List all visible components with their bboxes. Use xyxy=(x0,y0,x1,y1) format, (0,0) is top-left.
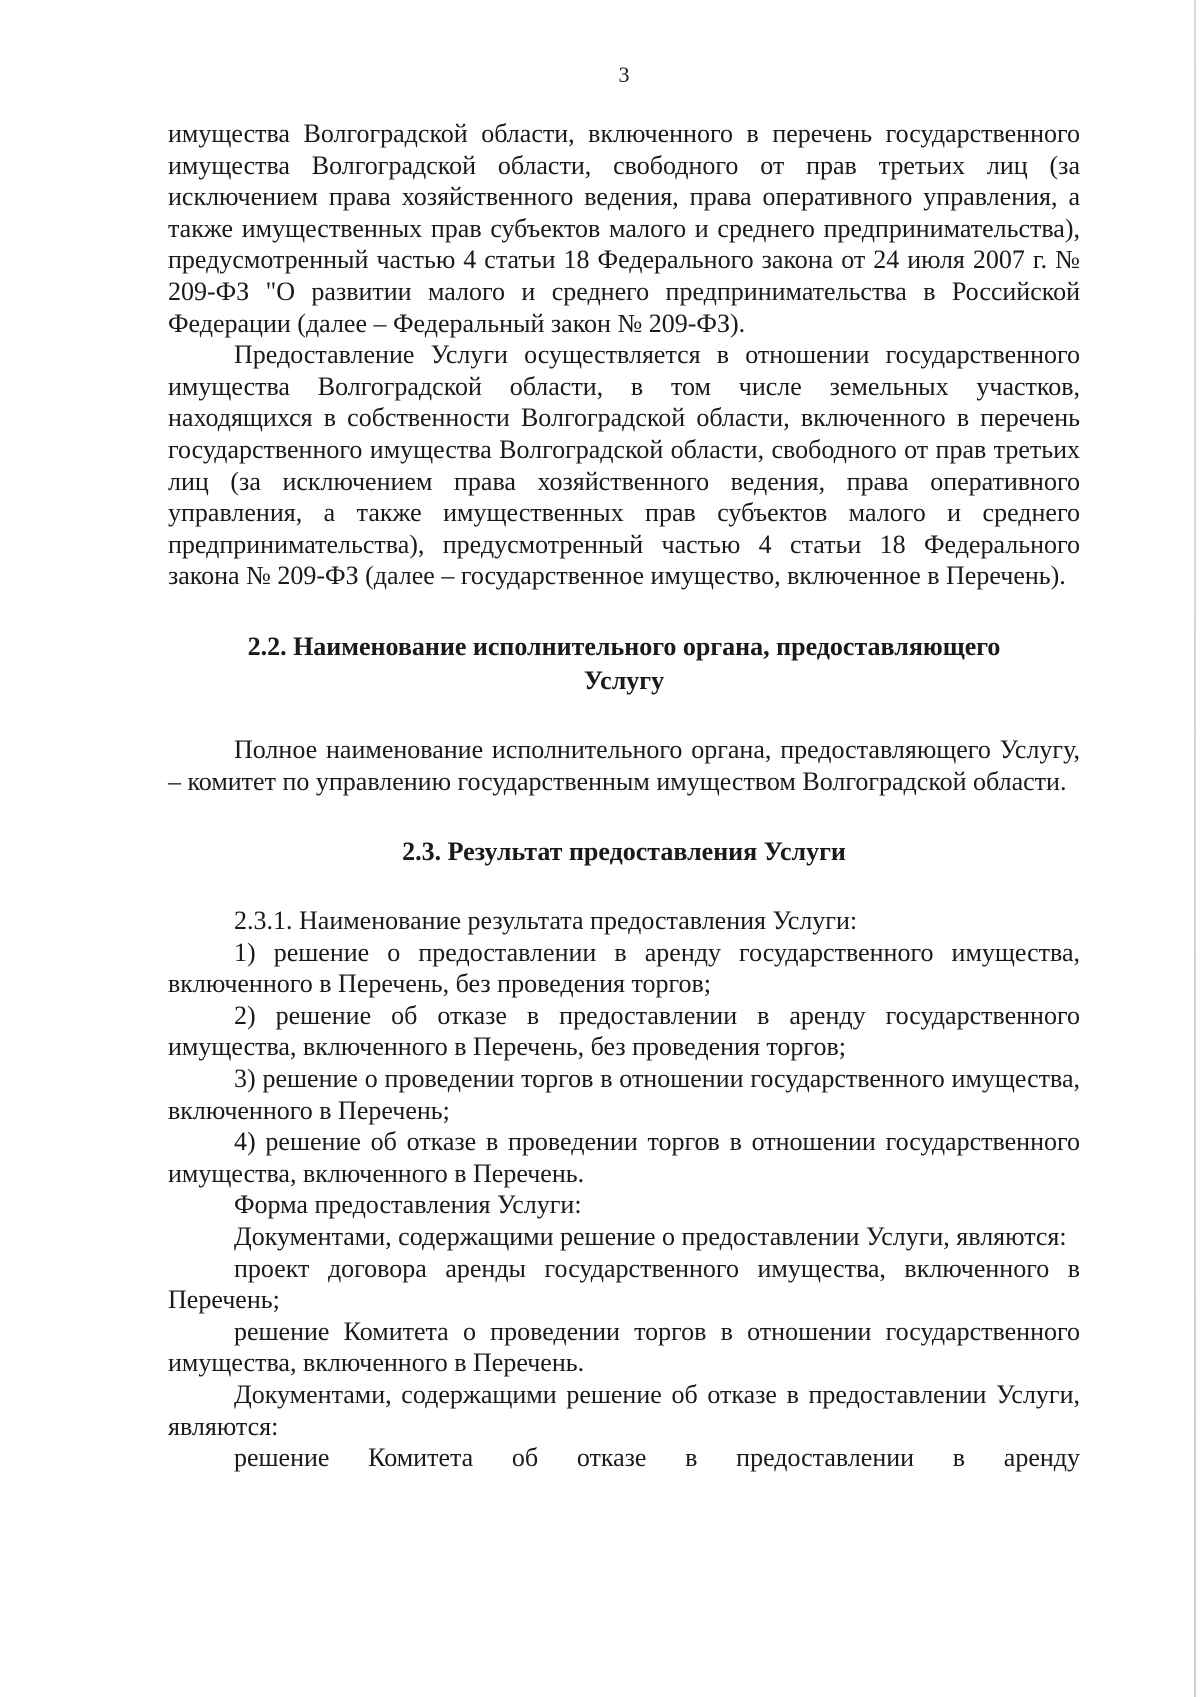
section-2-3-paragraph: 1) решение о предоставлении в аренду государственного имущества, включенного в Перечень, без проведения торгов; xyxy=(168,937,1080,999)
section-2-3-paragraph: решение Комитета об отказе в предоставлении в аренду xyxy=(234,1443,1080,1473)
document-body xyxy=(168,118,1080,1474)
section-2-3-paragraph: проект договора аренды государственного имущества, включенного в Перечень; xyxy=(168,1253,1080,1315)
section-2-3-paragraph: 4) решение об отказе в проведении торгов в отношении государственного имущества, включенного в Перечень. xyxy=(168,1127,1080,1188)
section-2-3-paragraph: Форма предоставления Услуги: xyxy=(234,1190,582,1220)
section-2-2 xyxy=(168,630,1080,797)
section-2-3-paragraph: Документами, содержащими решение об отказе в предоставлении Услуги, являются: xyxy=(168,1380,1080,1441)
section-2-2-text: Полное наименование исполнительного органа, предоставляющего Услугу, – комитет по управлению государственным имуществом Волгоградской области. xyxy=(168,734,1080,796)
section-2-3-paragraph: 3) решение о проведении торгов в отношении государственного имущества, включенного в Перечень; xyxy=(168,1064,1080,1125)
section-2-3-list xyxy=(168,905,1080,1474)
paragraph-service-scope: Предоставление Услуги осуществляется в отношении государственного имущества Волгоградской области, в том числе земельных участков, находящихся в собственности Волгоградской области, включенного в перечень государственного имущества Волгоградской области, свободного от прав третьих лиц (за исключением права хозяйственного ведения, права оперативного управления, а также имущественных прав субъектов малого и среднего предпринимательства), предусмотренный частью 4 статьи 18 Федерального закона № 209-ФЗ (далее – государственное имущество, включенное в Перечень). xyxy=(168,340,1080,591)
section-2-3-heading: 2.3. Результат предоставления Услуги xyxy=(402,837,846,867)
section-2-3-paragraph: 2.3.1. Наименование результата предоставления Услуги: xyxy=(234,906,858,936)
section-2-3-paragraph: решение Комитета о проведении торгов в отношении государственного имущества, включенного в Перечень. xyxy=(168,1316,1080,1378)
page-number: 3 xyxy=(618,62,630,87)
section-2-2-heading-line1: 2.2. Наименование исполнительного органа, предоставляющего xyxy=(247,631,1001,661)
section-2-3 xyxy=(168,835,1080,1474)
paragraph-continuation: имущества Волгоградской области, включенного в перечень государственного имущества Волгоградской области, свободного от прав третьих лиц (за исключением права хозяйственного ведения, права оперативного управления, а также имущественных прав субъектов малого и среднего предпринимательства), предусмотренный частью 4 статьи 18 Федерального закона от 24 июля 2007 г. № 209-ФЗ "О развитии малого и среднего предпринимательства в Российской Федерации (далее – Федеральный закон № 209-ФЗ). xyxy=(168,119,1080,338)
section-2-3-paragraph: 2) решение об отказе в предоставлении в аренду государственного имущества, включенного в Перечень, без проведения торгов; xyxy=(168,1000,1080,1062)
scan-edge xyxy=(1194,0,1196,1697)
section-2-2-heading-line2: Услугу xyxy=(583,665,665,695)
section-2-3-paragraph: Документами, содержащими решение о предоставлении Услуги, являются: xyxy=(234,1222,1067,1252)
